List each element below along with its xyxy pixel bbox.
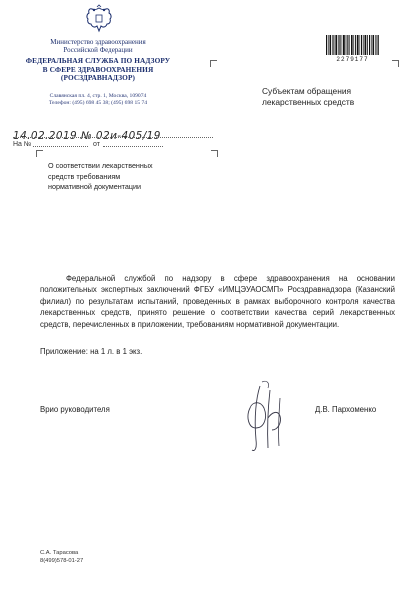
subject-line-2: средств требованиям [48,171,121,181]
agency-address: Славянская пл. 4, стр. 1, Москва, 109074 [49,93,147,99]
barcode [326,35,379,55]
addressee-line-2: лекарственных средств [262,97,355,107]
executor-name: С.А. Тарасова [40,550,79,556]
letter-body [40,273,395,330]
ministry-line-2: Российской Федерации [63,46,133,54]
agency-line-2: В СФЕРЕ ЗДРАВООХРАНЕНИЯ [42,64,154,74]
coat-of-arms-icon [83,4,115,36]
ref-prefix: На № [13,141,32,148]
registration-line [13,126,213,144]
body-paragraph: Федеральной службой по надзору в сфере здравоохранения на основании положительных экспертных заключений ФГБУ «ИМЦЭУАОСМП» Росздравнадзора (Казанский филиал) по результатам испытаний, проведенных в рамках выборочного контроля качества лекарственных средств, принято решение о соответствии качества серий лекарственных средств, перечисленных в приложении, требованиям нормативной документации. [40,274,395,329]
ref-from-label: от [93,141,100,148]
registration-number: 14.02.2019 № 02и-405/19 [13,130,161,142]
subject-line-3: нормативной документации [48,182,142,192]
agency-contacts [18,93,178,108]
addressee-line-1: Субъектам обращения [262,86,352,96]
ref-from [93,141,100,148]
registration-underline [13,137,213,138]
address-corner-right [392,60,399,67]
agency-name [18,57,178,83]
ministry-line-1: Министерство здравоохранения [50,38,146,46]
executor-info [40,549,83,565]
subject-corner-left [36,150,43,157]
subject-line-1: О соответствии лекарственных [48,161,153,170]
ministry-name [18,38,178,54]
ref-number-underline [33,146,88,147]
agency-line-1: ФЕДЕРАЛЬНАЯ СЛУЖБА ПО НАДЗОРУ [25,56,171,65]
signer-name: Д.В. Пархоменко [315,405,377,414]
signature-icon [232,378,302,458]
address-corner-left [210,60,217,67]
ref-date-underline [103,146,163,147]
subject [48,161,153,193]
reference-line [13,141,31,148]
attachment-note: Приложение: на 1 л. в 1 экз. [40,347,143,356]
agency-line-3: (РОСЗДРАВНАДЗОР) [60,73,136,83]
addressee [262,86,354,108]
barcode-number: 2279177 [336,56,369,63]
agency-phone: Телефон: (495) 698 45 38; (495) 698 15 74 [48,100,148,107]
subject-corner-right [211,150,218,157]
executor-phone: 8(499)578-01-27 [40,558,84,565]
signer-position: Врио руководителя [40,405,110,414]
